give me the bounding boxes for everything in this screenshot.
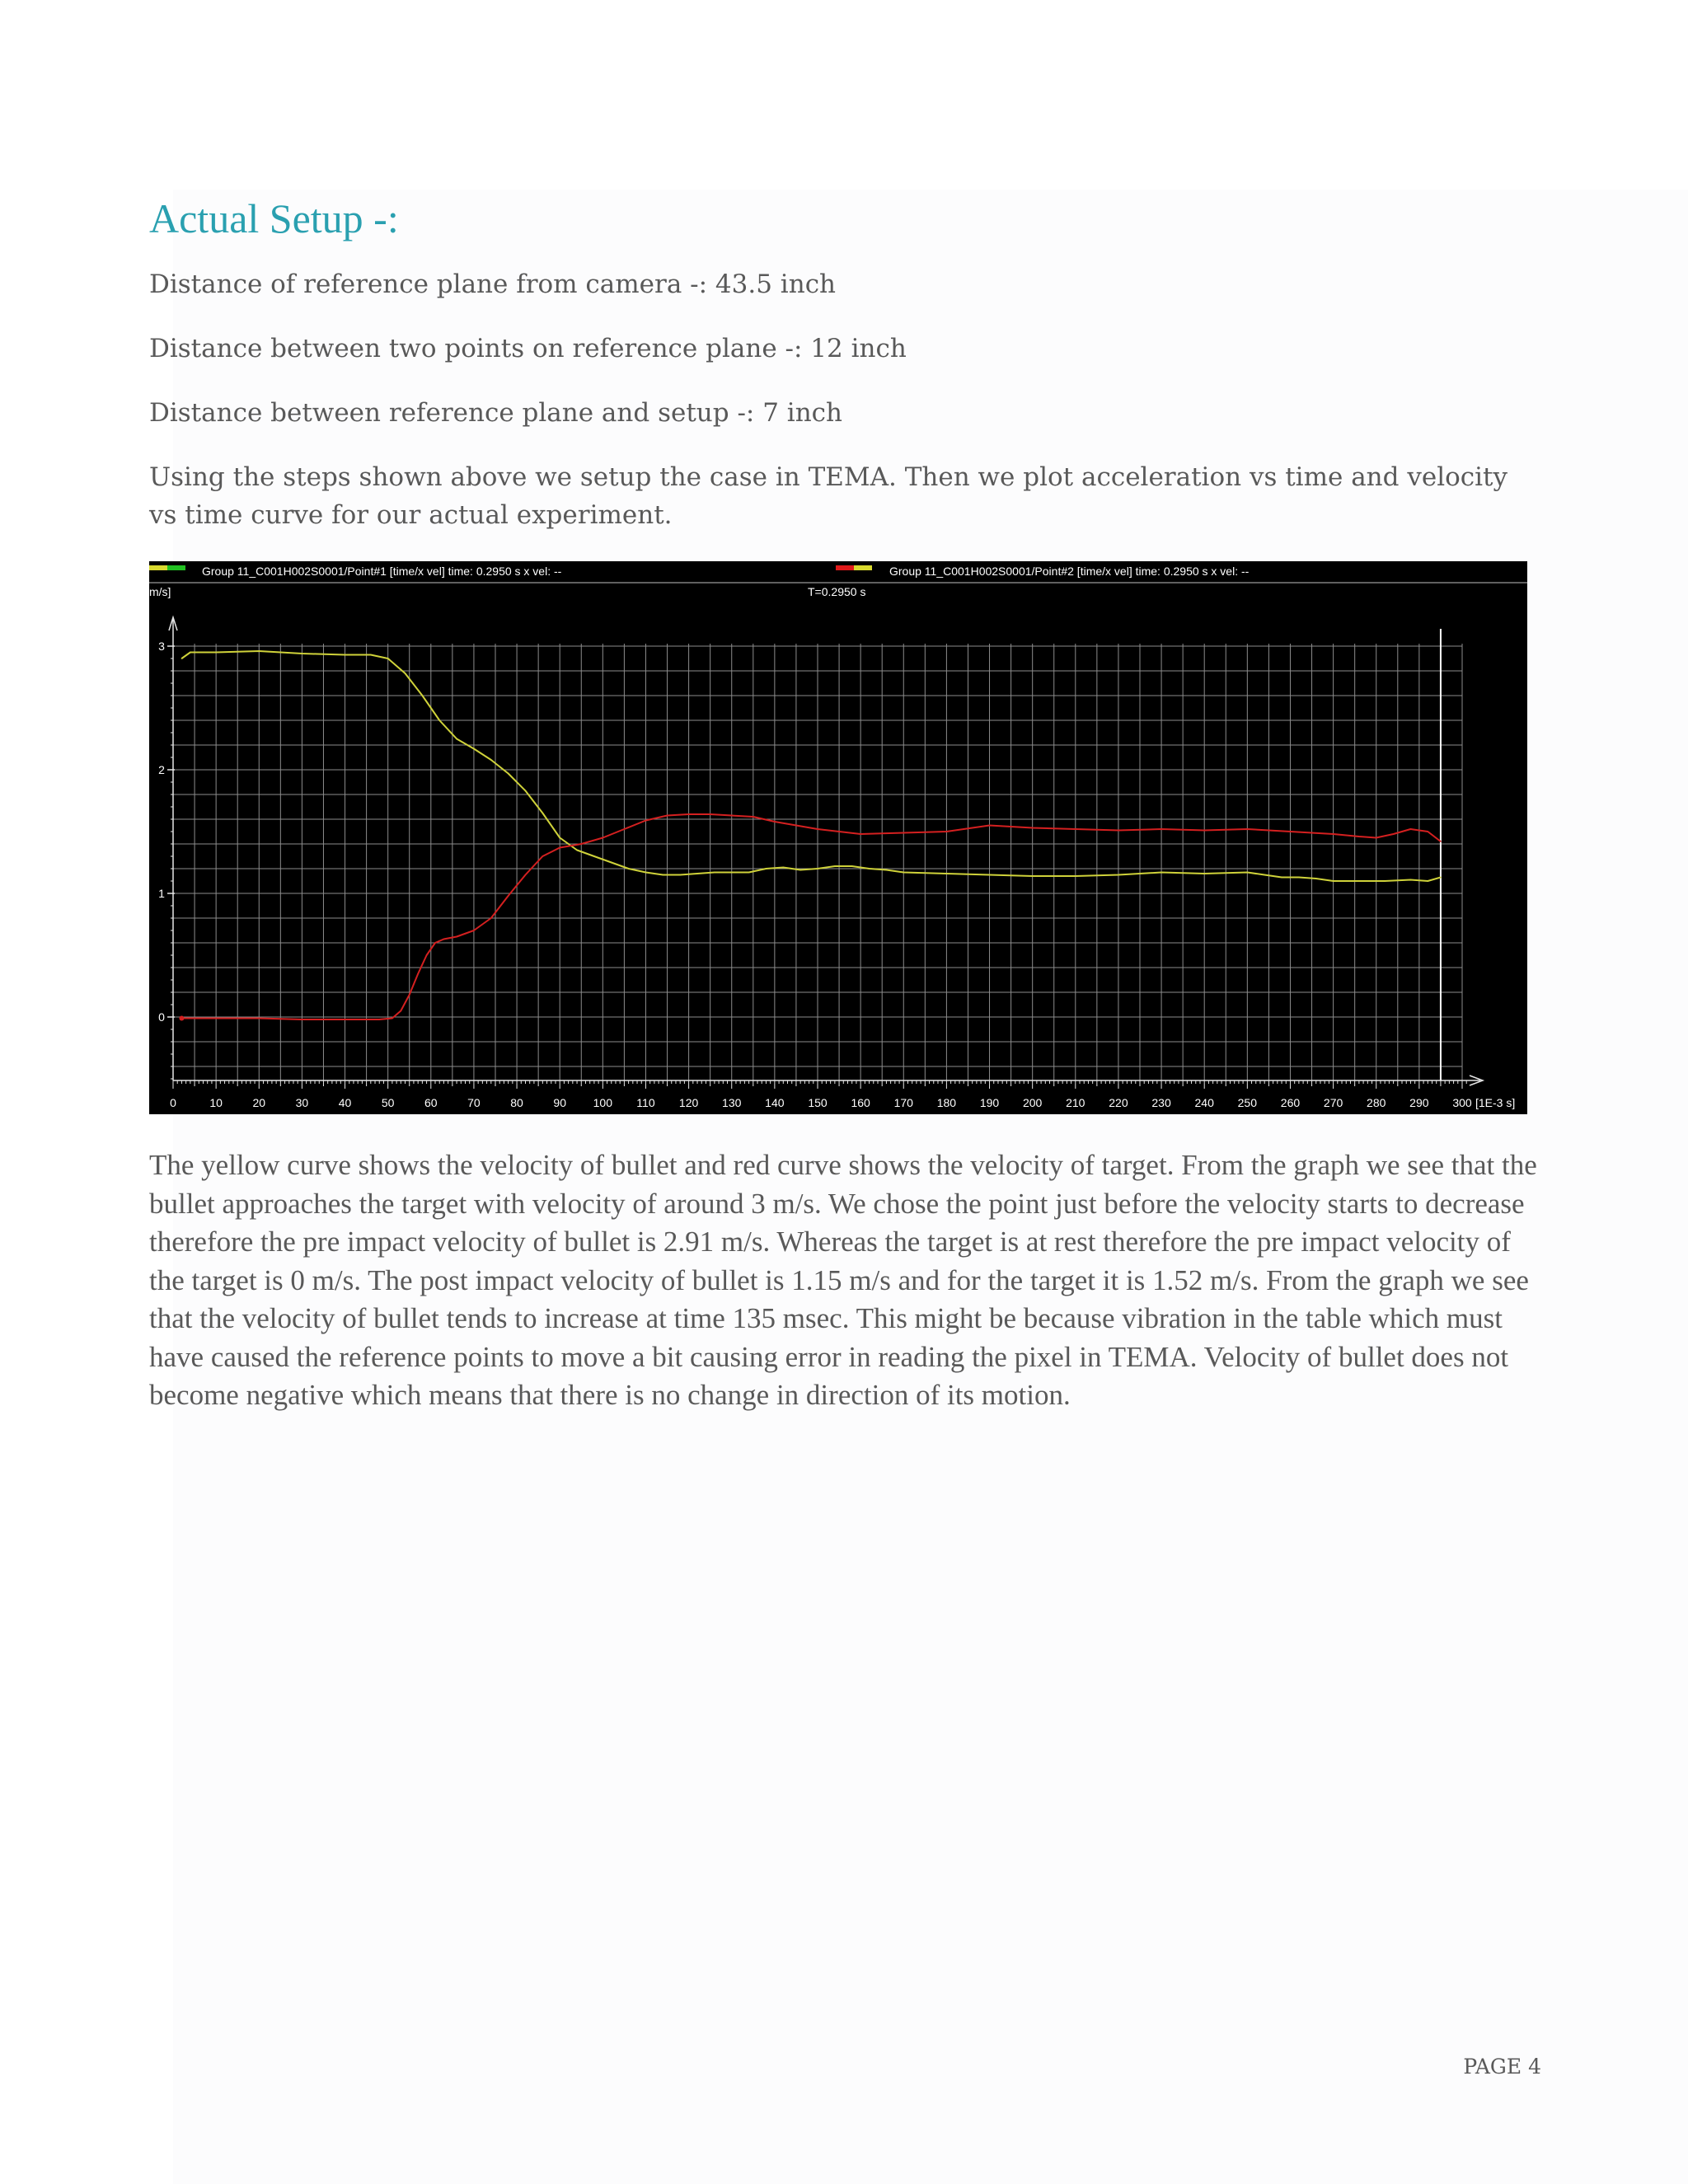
series-point-target [774,821,776,823]
series-point-target [688,813,690,815]
series-point-bullet [387,658,389,659]
series-point-bullet [215,652,217,654]
series-point-target [731,815,733,817]
series-point-target [401,1010,402,1012]
series-point-target [753,816,754,818]
series-point-bullet [490,759,492,761]
x-tick-label: 260 [1280,1096,1301,1109]
series-point-target [1358,836,1360,837]
camera-distance-line: Distance of reference plane from camera -: 43.5 inch [149,269,837,299]
series-point-bullet [1298,877,1300,879]
analysis-paragraph: The yellow curve shows the velocity of bullet and red curve shows the velocity of target. From the graph we see that the bullet approaches the target with velocity of around 3 m/s. We chose the point just before the velocity starts to decrease therefore the pre impact velocity of bullet is 2.91 m/s. Whereas the target is at rest therefore the pre impact velocity of the target is 0 m/s. The post impact velocity of bullet is 1.15 m/s and for the target it is 1.52 m/s. From the graph we see that the velocity of bullet tends to increase at time 135 msec. This might be because vibration in the table which must have caused the reference points to move a bit causing error in reading the pixel in TEMA. Velocity of bullet does not become negative which means that there is no change in direction of its motion. [149,1149,1537,1411]
series-point-bullet [1160,872,1162,874]
x-tick-label: 250 [1237,1096,1258,1109]
series-point-bullet [438,719,440,721]
x-tick-label: 180 [936,1096,957,1109]
legend-label-point1: Group 11_C001H002S0001/Point#1 [time/x vel] time: 0.2950 s x vel: -- [202,565,562,578]
series-point-bullet [834,865,836,867]
series-point-bullet [679,874,681,876]
series-point-target [1393,833,1395,835]
series-point-bullet [576,850,578,851]
series-point-bullet [508,773,509,775]
legend-swatch-2a [836,565,854,570]
series-point-bullet [422,695,424,696]
series-point-bullet [663,874,664,876]
series-point-target [258,1018,260,1019]
series-point-bullet [473,748,475,750]
series-point-bullet [542,813,544,814]
series-point-target [409,994,410,996]
x-tick-label: 30 [295,1096,309,1109]
series-point-bullet [345,654,346,656]
series-point-target [417,973,419,975]
x-tick-label: 150 [808,1096,828,1109]
series-point-bullet [799,869,801,871]
x-tick-label: 60 [424,1096,438,1109]
series-point-target [1290,831,1292,832]
series-point-bullet [1333,880,1334,882]
setup-distance-line: Distance between reference plane and setup -: 7 inch [149,398,842,428]
series-point-target [443,939,445,940]
series-point-target [392,1018,393,1019]
series-point-target [559,847,560,849]
series-point-target [989,825,991,827]
series-point-target [215,1018,217,1019]
series-point-bullet [258,650,260,652]
series-point-bullet [1358,880,1360,882]
y-tick-label: 3 [158,640,165,653]
series-point-bullet [1384,880,1386,882]
series-start-marker [179,1016,184,1021]
series-point-target [345,1019,346,1020]
x-tick-label: 50 [381,1096,395,1109]
series-point-target [456,936,457,938]
x-tick-label: 130 [722,1096,742,1109]
x-tick-label: 220 [1109,1096,1128,1109]
series-point-target [903,832,904,834]
series-point-bullet [190,652,191,654]
series-point-target [1118,830,1119,832]
series-point-target [302,1019,303,1020]
series-point-bullet [714,872,715,874]
series-point-target [795,825,797,827]
series-point-target [508,895,509,897]
series-point-bullet [370,654,372,656]
y-tick-label: 2 [158,763,165,776]
series-point-bullet [645,872,647,874]
legend-label-point2: Group 11_C001H002S0001/Point#2 [time/x vel] time: 0.2950 s x vel: -- [889,565,1250,578]
series-point-target [710,813,711,815]
series-point-bullet [559,837,560,839]
series-point-target [426,954,428,956]
x-tick-label: 90 [553,1096,566,1109]
x-tick-label: 100 [593,1096,613,1109]
x-axis-unit-label: [1E-3 s] [1475,1096,1516,1109]
series-point-target [1160,828,1162,830]
series-point-target [645,820,647,822]
x-tick-label: 20 [252,1096,266,1109]
series-point-target [946,831,948,832]
series-point-bullet [731,872,733,874]
series-point-bullet [1440,877,1442,879]
series-point-bullet [696,873,698,874]
cursor-time-label: T=0.2950 s [808,585,866,598]
series-point-bullet [611,862,612,864]
series-point-target [1247,828,1249,830]
series-point-target [490,917,492,919]
x-tick-label: 110 [636,1096,655,1109]
series-point-bullet [1427,880,1428,882]
series-point-target [434,942,436,944]
velocity-chart-svg [149,561,1527,1114]
series-point-target [1333,833,1334,835]
tema-intro-paragraph: Using the steps shown above we setup the case in TEMA. Then we plot acceleration vs time and velocity vs time curve for our actual experiment. [149,462,1508,530]
series-point-bullet [525,790,527,792]
series-point-bullet [766,868,767,869]
series-point-target [1376,837,1377,839]
grid-layer [173,644,1462,1080]
x-tick-label: 170 [893,1096,913,1109]
series-point-bullet [1281,877,1282,879]
x-tick-label: 140 [765,1096,785,1109]
series-point-bullet [593,855,595,857]
x-tick-label: 80 [510,1096,523,1109]
series-point-bullet [869,868,870,869]
series-point-target [667,815,668,817]
series-point-target [1075,828,1076,830]
series-point-target [473,930,475,931]
series-point-target [580,843,582,845]
series-point-bullet [989,874,991,876]
series-point-target [1032,827,1034,829]
series-point-bullet [903,872,904,874]
series-point-bullet [782,867,784,869]
series-point-bullet [1032,875,1034,877]
series-point-bullet [851,865,853,867]
legend-swatch-1a [149,565,167,570]
velocity-chart [149,561,1527,1114]
x-tick-label: 240 [1194,1096,1214,1109]
series-point-bullet [748,872,750,874]
y-axis-unit-label: m/s] [149,585,171,598]
page-number: PAGE 4 [1463,2055,1541,2079]
x-tick-label: 300 [1452,1096,1472,1109]
series-point-bullet [302,653,303,654]
series-point-bullet [886,869,888,871]
x-tick-label: 190 [979,1096,1000,1109]
legend-swatch-2b [854,565,872,570]
series-point-bullet [181,658,183,659]
x-tick-label: 210 [1066,1096,1085,1109]
y-tick-label: 1 [158,887,165,900]
x-tick-label: 160 [851,1096,870,1109]
x-tick-label: 290 [1409,1096,1429,1109]
series-point-target [1440,841,1442,842]
series-point-target [542,855,544,857]
series-point-bullet [1315,878,1317,879]
series-point-target [378,1019,380,1020]
series-point-bullet [1247,872,1249,874]
y-tick-label: 0 [158,1010,165,1024]
x-tick-label: 10 [209,1096,223,1109]
series-point-target [603,837,604,839]
series-point-bullet [946,873,948,874]
series-point-target [817,828,818,830]
series-point-bullet [1264,874,1265,876]
legend-swatch-1b [167,565,185,570]
series-point-bullet [456,738,457,740]
x-tick-label: 270 [1323,1096,1343,1109]
x-tick-label: 0 [170,1096,176,1109]
series-point-bullet [1118,874,1119,876]
series-point-bullet [817,868,818,869]
x-tick-label: 280 [1367,1096,1386,1109]
x-tick-label: 70 [467,1096,481,1109]
series-point-target [525,874,527,876]
series-point-target [838,831,840,832]
series-point-target [860,833,861,835]
chart-background [149,561,1527,1114]
series-point-bullet [1075,875,1076,877]
x-tick-label: 120 [678,1096,699,1109]
series-point-target [1427,831,1428,832]
x-tick-label: 200 [1022,1096,1043,1109]
series-point-bullet [405,673,406,674]
series-point-target [1203,830,1205,832]
series-point-target [1410,828,1412,830]
series-point-bullet [1410,879,1412,881]
x-tick-label: 40 [338,1096,352,1109]
series-point-target [624,828,626,830]
x-tick-label: 230 [1151,1096,1171,1109]
reference-points-distance-line: Distance between two points on reference plane -: 12 inch [149,334,907,363]
series-point-bullet [1203,873,1205,874]
series-point-bullet [628,868,630,869]
section-heading: Actual Setup -: [149,195,399,241]
